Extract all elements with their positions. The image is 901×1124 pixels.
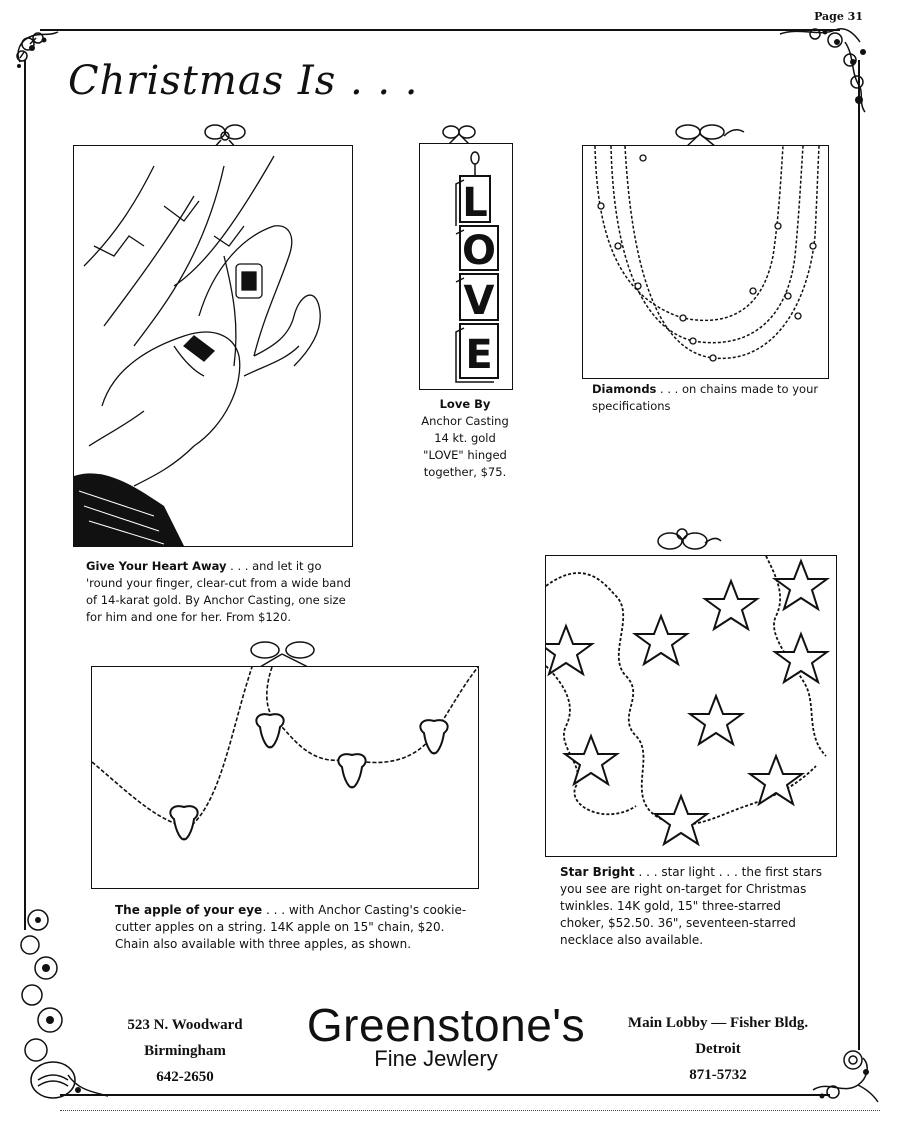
- caption-heading: Star Bright: [560, 865, 635, 879]
- frame-right: [858, 60, 860, 1050]
- caption-heading: Give Your Heart Away: [86, 559, 227, 573]
- address-line: Main Lobby — Fisher Bldg.: [627, 1015, 809, 1031]
- bottom-dotted-rule: [60, 1110, 880, 1111]
- corner-ornament-top-right: [775, 12, 875, 122]
- corner-ornament-top-left: [10, 22, 70, 82]
- caption-body: . . . with Anchor Casting's cookie-cutter apples on a string. 14K apple on 15" chain, $20. Chain also available with three apples, as shown.: [115, 903, 467, 951]
- caption-heading: Diamonds: [592, 382, 657, 396]
- star-necklace-panel: [545, 555, 837, 857]
- apple-necklace-panel: [91, 666, 479, 889]
- apple-necklace-illustration: [92, 667, 478, 888]
- caption-apple-of-your-eye: [115, 902, 470, 953]
- address-line: 523 N. Woodward: [127, 1017, 243, 1033]
- diamond-chains-illustration: [583, 146, 828, 378]
- love-pendant-illustration: [420, 144, 512, 389]
- frame-top: [40, 29, 840, 31]
- caption-love-by: [405, 396, 525, 481]
- caption-body: . . . star light . . . the first stars you see are right on-target for Christmas twinkles. 14K gold, 15" three-starred choker, $52.50. 36", seventeen-starred necklace also available.: [560, 865, 822, 947]
- star-necklace-illustration: [546, 556, 836, 856]
- store-name: Greenstone's: [306, 999, 586, 1051]
- caption-body: . . . on chains made to your specifications: [592, 382, 819, 413]
- pendant-letter: V: [463, 278, 495, 324]
- caption-heading: Love By: [439, 397, 491, 411]
- ribbon-bow-icon: [660, 120, 750, 148]
- address-line: Detroit: [695, 1041, 741, 1057]
- corner-ornament-bottom-left: [8, 900, 118, 1110]
- pendant-letter: L: [462, 180, 488, 226]
- page-number: Page 31: [814, 10, 863, 23]
- caption-give-your-heart-away: [86, 558, 356, 626]
- caption-line: "LOVE" hinged: [423, 448, 507, 462]
- caption-body: . . . and let it go 'round your finger, clear-cut from a wide band of 14-karat gold. By Anchor Casting, one size for him and one for her. From $120.: [86, 559, 351, 624]
- phone-number: 642-2650: [156, 1069, 214, 1085]
- frame-left: [24, 60, 26, 930]
- ring-illustration-panel: [73, 145, 353, 547]
- caption-star-bright: [560, 864, 826, 949]
- pendant-letter: E: [465, 332, 493, 378]
- love-pendant-panel: [419, 143, 513, 390]
- caption-heading: The apple of your eye: [115, 903, 263, 917]
- ribbon-bow-icon: [645, 525, 725, 557]
- store-address-left: [110, 1012, 260, 1090]
- hands-with-ring-illustration: [74, 146, 352, 546]
- phone-number: 871-5732: [689, 1067, 747, 1083]
- page-title: Christmas Is . . .: [68, 58, 419, 104]
- caption-line: together, $75.: [423, 465, 507, 479]
- diamond-chains-panel: [582, 145, 829, 379]
- pendant-letter: O: [461, 228, 497, 274]
- address-line: Birmingham: [144, 1043, 226, 1059]
- ribbon-bow-icon: [240, 638, 330, 668]
- caption-diamonds: [592, 381, 830, 415]
- store-address-right: [612, 1010, 824, 1088]
- caption-line: 14 kt. gold: [434, 431, 496, 445]
- frame-bottom: [60, 1094, 830, 1096]
- caption-line: Anchor Casting: [421, 414, 509, 428]
- store-tagline: Fine Jewlery: [374, 1046, 498, 1071]
